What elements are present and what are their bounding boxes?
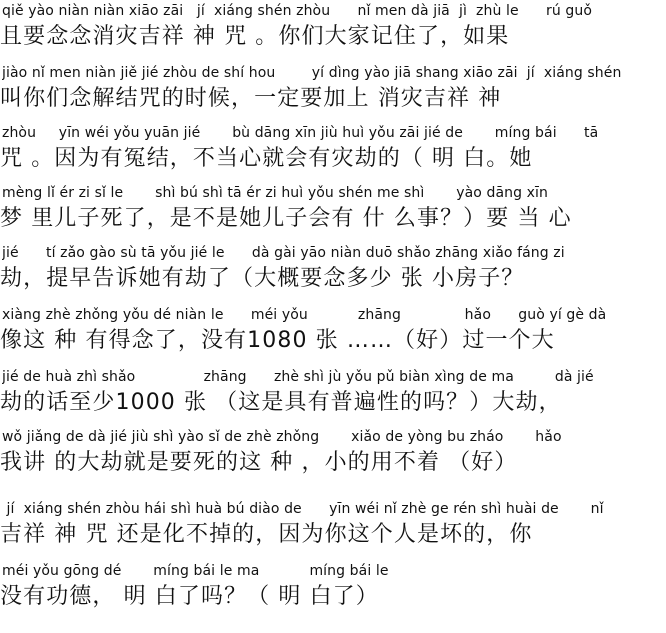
pinyin-text: jí xiáng shén zhòu hái shì huà bú diào de yīn wéi nǐ zhè ge rén shì huài de nǐ bbox=[2, 501, 604, 517]
pinyin-text: jié de huà zhì shǎo zhāng zhè shì jù yǒu pǔ biàn xìng de ma dà jié bbox=[2, 369, 594, 385]
chinese-text: 劫，提早告诉她有劫了（大概要念多少 张 小房子？ bbox=[0, 266, 525, 291]
chinese-text: 叫你们念解结咒的时候，一定要加上 消灾吉祥 神 bbox=[0, 86, 502, 111]
pinyin-text: mèng lǐ ér zi sǐ le shì bú shì tā ér zi huì yǒu shén me shì yào dāng xīn bbox=[2, 185, 549, 201]
text-line bbox=[0, 562, 666, 620]
chinese-text: 且要念念消灾吉祥 神 咒 。你们大家记住了，如果 bbox=[0, 24, 510, 49]
chinese-text: 咒 。因为有冤结，不当心就会有灾劫的（ 明 白。她 bbox=[0, 146, 533, 171]
text-line bbox=[0, 500, 666, 558]
pinyin-text: qiě yào niàn niàn xiāo zāi jí xiáng shén zhòu nǐ men dà jiā jì zhù le rú guǒ bbox=[2, 3, 592, 19]
text-line bbox=[0, 124, 666, 182]
text-line bbox=[0, 368, 666, 426]
text-line bbox=[0, 428, 666, 486]
chinese-text: 没有功德， 明 白了吗？（ 明 白了） bbox=[0, 584, 379, 609]
text-line bbox=[0, 64, 666, 122]
text-line bbox=[0, 2, 666, 60]
chinese-text: 我讲 的大劫就是要死的这 种 ，小的用不着 （好） bbox=[0, 450, 518, 475]
text-line bbox=[0, 184, 666, 242]
pinyin-text: zhòu yīn wéi yǒu yuān jié bù dāng xīn jiù huì yǒu zāi jié de míng bái tā bbox=[2, 125, 599, 141]
text-line bbox=[0, 244, 666, 302]
chinese-text: 劫的话至少1000 张 （这是具有普遍性的吗？）大劫， bbox=[0, 390, 562, 415]
chinese-text: 吉祥 神 咒 还是化不掉的，因为你这个人是坏的，你 bbox=[0, 522, 533, 547]
pinyin-text: jiào nǐ men niàn jiě jié zhòu de shí hou yí dìng yào jiā shang xiāo zāi jí xiáng shén bbox=[2, 65, 622, 81]
pinyin-text: wǒ jiǎng de dà jié jiù shì yào sǐ de zhè zhǒng xiǎo de yòng bu zháo hǎo bbox=[2, 429, 562, 445]
pinyin-text: xiàng zhè zhǒng yǒu dé niàn le méi yǒu zhāng hǎo guò yí gè dà bbox=[2, 307, 607, 323]
pinyin-text: jié tí zǎo gào sù tā yǒu jié le dà gài yāo niàn duō shǎo zhāng xiǎo fáng zi bbox=[2, 245, 565, 261]
chinese-text: 梦 里儿子死了，是不是她儿子会有 什 么事？）要 当 心 bbox=[0, 206, 572, 231]
text-line bbox=[0, 306, 666, 364]
pinyin-text: méi yǒu gōng dé míng bái le ma míng bái le bbox=[2, 563, 389, 579]
chinese-text: 像这 种 有得念了，没有1080 张 ……（好）过一个大 bbox=[0, 328, 555, 353]
